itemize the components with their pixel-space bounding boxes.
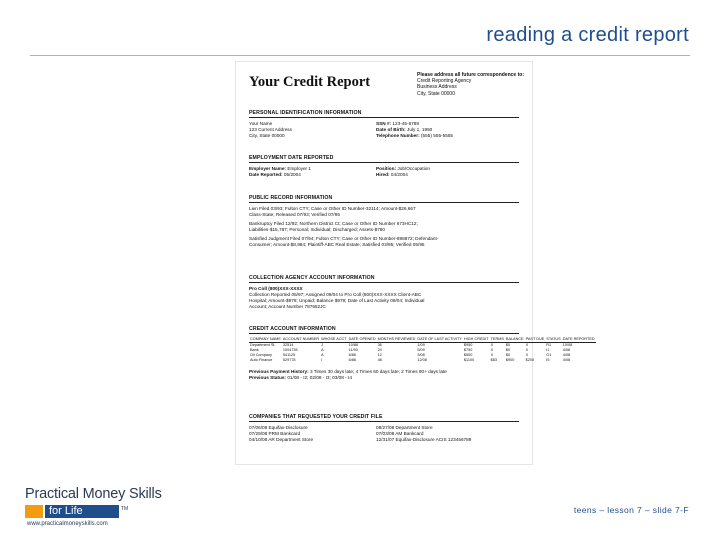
collection-line: Collection Reported 05/97; Assigned 09/04 to Pro Coll (800)XXX-XXXX Client-ABC	[249, 292, 422, 298]
table-body	[249, 343, 596, 364]
table-cell: 6/86	[348, 353, 357, 357]
table-row	[249, 358, 596, 363]
column-header: TERMS	[490, 337, 504, 341]
correspondence-block	[417, 72, 527, 97]
dob-value: July 1, 1950	[407, 127, 433, 133]
column-header: DATE OPENED	[348, 337, 376, 341]
table-cell: $83	[490, 358, 497, 362]
public-record-section	[249, 195, 519, 252]
logo-bar	[25, 505, 129, 519]
section-header: COLLECTION AGENCY ACCOUNT INFORMATION	[249, 275, 519, 283]
credit-account-section	[249, 326, 595, 381]
table-cell: I5	[546, 358, 550, 362]
section-header: COMPANIES THAT REQUESTED YOUR CREDIT FILE	[249, 414, 519, 422]
employment-section	[249, 155, 519, 180]
collection-line: Hospital; Amount-$978; Unpaid; Balance $978; Date of Last Activity 09/04; Individual	[249, 298, 425, 304]
title-divider	[30, 55, 690, 56]
table-cell: 4/08	[562, 358, 571, 362]
table-cell: X	[525, 348, 529, 352]
credit-account-table	[249, 337, 596, 363]
table-cell: $1100	[463, 358, 475, 362]
hired-label: Hired:	[376, 172, 390, 178]
table-cell: 12	[377, 353, 382, 357]
table-cell: J	[321, 343, 323, 347]
record-line: Consumer; Amount-$8,984; Plaintiff-ABC Real Estate; Satisfied 03/95; Verified 05/95	[249, 242, 425, 248]
table-cell: $950	[463, 343, 473, 347]
table-cell: $900	[505, 358, 515, 362]
logo-subtitle: for Life	[45, 505, 119, 518]
table-cell: 36	[377, 343, 382, 347]
column-header: COMPANY NAME	[250, 337, 281, 341]
credit-report-document	[236, 62, 595, 464]
table-cell: I1	[546, 348, 550, 352]
table-cell: 5/09	[417, 348, 425, 352]
report-title: Your Credit Report	[249, 74, 371, 90]
table-cell: X	[490, 348, 494, 352]
ssn-value: 123-45-6789	[392, 121, 420, 126]
table-cell: Bank	[250, 348, 259, 352]
date-reported-value: 05/2004	[283, 172, 301, 178]
agency-address: Business Address	[417, 84, 457, 91]
table-cell: 4/08	[562, 348, 571, 352]
collection-line: Account; Account Number 787652JC	[249, 304, 326, 310]
table-cell: 6/86	[348, 358, 357, 362]
table-cell: 12/08	[417, 358, 427, 362]
table-cell: 1004735	[282, 348, 298, 352]
table-cell: 541125	[282, 353, 296, 357]
consumer-name: Your Name	[249, 121, 273, 126]
consumer-address: 123 Current Address	[249, 127, 292, 133]
column-header: STATUS	[546, 337, 561, 341]
column-header: ACCOUNT NUMBER	[282, 337, 320, 341]
section-header: EMPLOYMENT DATE REPORTED	[249, 155, 519, 163]
table-cell: R1	[546, 343, 552, 347]
position-label: Position:	[376, 166, 397, 171]
inquiries-section	[249, 414, 519, 446]
column-header: HIGH CREDIT	[463, 337, 489, 341]
table-cell: $750	[463, 348, 473, 352]
table-cell: 529778	[282, 358, 296, 362]
employer-value: Employer 1	[287, 166, 312, 171]
report-header	[249, 70, 525, 110]
table-cell: A	[321, 353, 324, 357]
table-cell: Auto Finance	[250, 358, 273, 362]
table-header-row	[249, 337, 596, 343]
column-header: PAST DUE	[525, 337, 545, 341]
table-cell: 10/86	[348, 343, 359, 347]
column-header: MONTHS REVIEWED	[377, 337, 416, 341]
correspondence-heading: Please address all future correspondence to:	[417, 72, 524, 78]
practical-money-skills-logo[interactable]	[25, 486, 175, 531]
consumer-city: City, State 00000	[249, 133, 285, 139]
record-line: Class-State; Released 07/93; Verified 07/95	[249, 212, 340, 218]
collection-section	[249, 275, 519, 310]
payment-history-value: 3 Times 30 days late; 4 Times 60 days late; 2 Times 90+ days late	[309, 369, 447, 374]
section-header: PERSONAL IDENTIFICATION INFORMATION	[249, 110, 519, 118]
table-cell: 3/08	[417, 353, 425, 357]
payment-history-label: Previous Payment History:	[249, 369, 309, 374]
table-cell: $0	[505, 343, 511, 347]
phone-value: (555) 555-5555	[420, 133, 454, 139]
table-cell: 1/09	[417, 343, 425, 347]
record-line: Bankruptcy Filed 12/92; Northern District Ct; Case or Other ID Number 673HC12;	[249, 221, 418, 227]
column-header: BALANCE	[505, 337, 524, 341]
table-cell: O1	[546, 353, 552, 357]
date-reported-label: Date Reported:	[249, 172, 283, 178]
agency-city: City, State 00000	[417, 90, 455, 97]
column-header: DATE OF LAST ACTIVITY	[417, 337, 462, 341]
slide-footer: teens – lesson 7 – slide 7-F	[573, 505, 689, 515]
inquiry-item: 07/03/08 AM Bankcard	[376, 431, 424, 437]
table-cell: A	[321, 348, 324, 352]
table-cell: $500	[463, 353, 473, 357]
collection-agency: Pro Coll (800)XXX-XXXX	[249, 286, 303, 291]
table-cell: 24	[377, 348, 382, 352]
section-header: PUBLIC RECORD INFORMATION	[249, 195, 519, 203]
record-line: Lien Filed 03/93; Fulton CTY; Case or Other ID Number-32114; Amount-$26,667	[249, 206, 416, 211]
table-cell: X	[490, 343, 494, 347]
table-cell: 48	[377, 358, 382, 362]
inquiry-item: 07/06/08 Equifax-Disclosure	[249, 425, 308, 430]
table-cell: X	[525, 343, 529, 347]
agency-name: Credit Reporting Agency	[417, 78, 472, 85]
inquiry-item: 04/10/08 AR Department Store	[249, 437, 314, 443]
table-cell: $200	[525, 358, 535, 362]
table-cell: 4/08	[562, 353, 571, 357]
ssn-label: SSN #:	[376, 121, 392, 126]
table-cell: 32514	[282, 343, 294, 347]
table-cell: Department St.	[250, 343, 276, 347]
column-header: WHOSE ACCT	[321, 337, 347, 341]
logo-wordmark: Practical Money Skills	[25, 486, 162, 502]
table-cell: $0	[505, 348, 511, 352]
slide-title: reading a credit report	[486, 24, 689, 46]
hired-value: 04/2004	[390, 172, 408, 178]
inquiry-item: 12/31/07 Equifax-Disclosure ACIS 123456789	[376, 437, 472, 443]
inquiry-item: 07/29/08 PRM Bankcard	[249, 431, 301, 437]
position-value: Job/Occupation	[397, 166, 430, 171]
table-cell: $0	[505, 353, 511, 357]
employer-label: Employer Name:	[249, 166, 286, 171]
record-line: Satisfied Judgment Filed 07/94; Fulton CTY; Case or Other ID Number-898872; Defendant-	[249, 236, 439, 242]
inquiry-item: 08/27/08 Department Store	[376, 425, 433, 430]
table-cell: 11/90	[348, 348, 358, 352]
section-header: CREDIT ACCOUNT INFORMATION	[249, 326, 519, 334]
dob-label: Date of Birth:	[376, 127, 406, 133]
logo-orange-square	[25, 505, 43, 518]
table-cell: X	[525, 353, 529, 357]
table-cell: 10/08	[562, 343, 573, 347]
table-cell: I	[321, 358, 323, 362]
table-cell: Oil Company	[250, 353, 272, 357]
phone-label: Telephone Number:	[376, 133, 420, 139]
previous-status-label: Previous Status:	[249, 375, 286, 381]
column-header: DATE REPORTED	[562, 337, 595, 341]
logo-trademark: TM	[121, 506, 129, 512]
table-cell: X	[490, 353, 494, 357]
previous-status-value: 01/08 - I2; 02/08 - I3; 03/08 - I4	[287, 375, 352, 381]
record-line: Liabilities-$15,787; Personal; Individual; Discharged; Assets-$780	[249, 227, 386, 233]
personal-id-section	[249, 110, 519, 142]
logo-url: www.practicalmoneyskills.com	[27, 521, 108, 527]
